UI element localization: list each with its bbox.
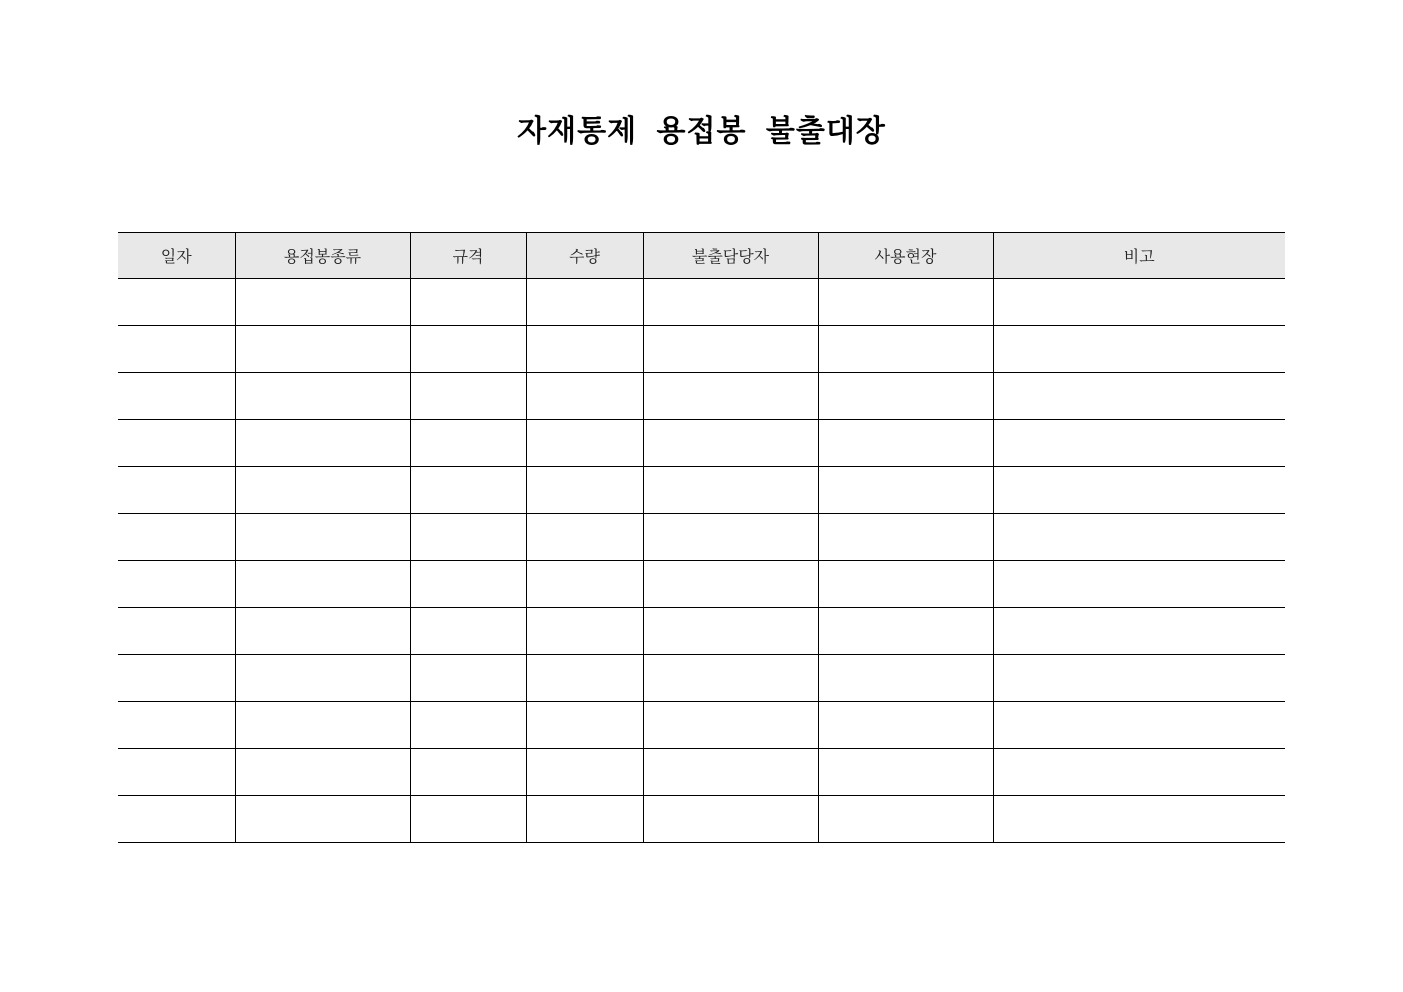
spec-cell[interactable] <box>410 749 526 796</box>
table-row <box>118 702 1285 749</box>
rod-type-cell[interactable] <box>235 702 410 749</box>
table-row <box>118 749 1285 796</box>
spec-cell[interactable] <box>410 608 526 655</box>
issuer-cell[interactable] <box>643 326 818 373</box>
site-cell[interactable] <box>818 279 993 326</box>
remarks-cell[interactable] <box>993 608 1285 655</box>
remarks-cell[interactable] <box>993 326 1285 373</box>
remarks-cell[interactable] <box>993 373 1285 420</box>
rod-type-cell[interactable] <box>235 796 410 843</box>
date-cell[interactable] <box>118 796 235 843</box>
site-cell[interactable] <box>818 749 993 796</box>
column-header-issuer: 불출담당자 <box>643 233 818 279</box>
table-row <box>118 796 1285 843</box>
spec-cell[interactable] <box>410 326 526 373</box>
spec-cell[interactable] <box>410 796 526 843</box>
date-cell[interactable] <box>118 514 235 561</box>
site-cell[interactable] <box>818 702 993 749</box>
table-row <box>118 561 1285 608</box>
ledger-table <box>118 232 1285 843</box>
site-cell[interactable] <box>818 608 993 655</box>
rod-type-cell[interactable] <box>235 326 410 373</box>
quantity-cell[interactable] <box>526 702 643 749</box>
rod-type-cell[interactable] <box>235 655 410 702</box>
quantity-cell[interactable] <box>526 373 643 420</box>
quantity-cell[interactable] <box>526 420 643 467</box>
issuer-cell[interactable] <box>643 514 818 561</box>
rod-type-cell[interactable] <box>235 514 410 561</box>
column-header-remarks: 비고 <box>993 233 1285 279</box>
site-cell[interactable] <box>818 514 993 561</box>
column-header-rod-type: 용접봉종류 <box>235 233 410 279</box>
spec-cell[interactable] <box>410 373 526 420</box>
rod-type-cell[interactable] <box>235 420 410 467</box>
site-cell[interactable] <box>818 467 993 514</box>
spec-cell[interactable] <box>410 561 526 608</box>
site-cell[interactable] <box>818 373 993 420</box>
spec-cell[interactable] <box>410 655 526 702</box>
quantity-cell[interactable] <box>526 279 643 326</box>
remarks-cell[interactable] <box>993 702 1285 749</box>
remarks-cell[interactable] <box>993 655 1285 702</box>
spec-cell[interactable] <box>410 467 526 514</box>
quantity-cell[interactable] <box>526 561 643 608</box>
header-row <box>118 233 1285 279</box>
quantity-cell[interactable] <box>526 514 643 561</box>
table-row <box>118 279 1285 326</box>
issuer-cell[interactable] <box>643 796 818 843</box>
date-cell[interactable] <box>118 608 235 655</box>
date-cell[interactable] <box>118 561 235 608</box>
site-cell[interactable] <box>818 655 993 702</box>
site-cell[interactable] <box>818 420 993 467</box>
ledger-body <box>118 279 1285 843</box>
date-cell[interactable] <box>118 655 235 702</box>
site-cell[interactable] <box>818 326 993 373</box>
rod-type-cell[interactable] <box>235 467 410 514</box>
table-row <box>118 373 1285 420</box>
date-cell[interactable] <box>118 420 235 467</box>
table-row <box>118 655 1285 702</box>
table-row <box>118 467 1285 514</box>
issuer-cell[interactable] <box>643 373 818 420</box>
rod-type-cell[interactable] <box>235 373 410 420</box>
spec-cell[interactable] <box>410 279 526 326</box>
column-header-date: 일자 <box>118 233 235 279</box>
quantity-cell[interactable] <box>526 796 643 843</box>
quantity-cell[interactable] <box>526 467 643 514</box>
issuer-cell[interactable] <box>643 655 818 702</box>
remarks-cell[interactable] <box>993 467 1285 514</box>
date-cell[interactable] <box>118 326 235 373</box>
date-cell[interactable] <box>118 467 235 514</box>
site-cell[interactable] <box>818 796 993 843</box>
column-header-quantity: 수량 <box>526 233 643 279</box>
issuer-cell[interactable] <box>643 702 818 749</box>
remarks-cell[interactable] <box>993 561 1285 608</box>
remarks-cell[interactable] <box>993 749 1285 796</box>
quantity-cell[interactable] <box>526 608 643 655</box>
date-cell[interactable] <box>118 279 235 326</box>
remarks-cell[interactable] <box>993 514 1285 561</box>
rod-type-cell[interactable] <box>235 279 410 326</box>
rod-type-cell[interactable] <box>235 608 410 655</box>
quantity-cell[interactable] <box>526 326 643 373</box>
issuer-cell[interactable] <box>643 420 818 467</box>
table-row <box>118 514 1285 561</box>
column-header-spec: 규격 <box>410 233 526 279</box>
spec-cell[interactable] <box>410 702 526 749</box>
date-cell[interactable] <box>118 749 235 796</box>
quantity-cell[interactable] <box>526 749 643 796</box>
remarks-cell[interactable] <box>993 279 1285 326</box>
quantity-cell[interactable] <box>526 655 643 702</box>
spec-cell[interactable] <box>410 514 526 561</box>
table-row <box>118 608 1285 655</box>
issuer-cell[interactable] <box>643 279 818 326</box>
spec-cell[interactable] <box>410 420 526 467</box>
table-row <box>118 326 1285 373</box>
document-title: 자재통제 용접봉 불출대장 <box>517 114 886 149</box>
issuer-cell[interactable] <box>643 749 818 796</box>
date-cell[interactable] <box>118 702 235 749</box>
column-header-site: 사용현장 <box>818 233 993 279</box>
remarks-cell[interactable] <box>993 796 1285 843</box>
issuer-cell[interactable] <box>643 467 818 514</box>
issuer-cell[interactable] <box>643 608 818 655</box>
table-row <box>118 420 1285 467</box>
rod-type-cell[interactable] <box>235 561 410 608</box>
rod-type-cell[interactable] <box>235 749 410 796</box>
remarks-cell[interactable] <box>993 420 1285 467</box>
date-cell[interactable] <box>118 373 235 420</box>
issuer-cell[interactable] <box>643 561 818 608</box>
site-cell[interactable] <box>818 561 993 608</box>
